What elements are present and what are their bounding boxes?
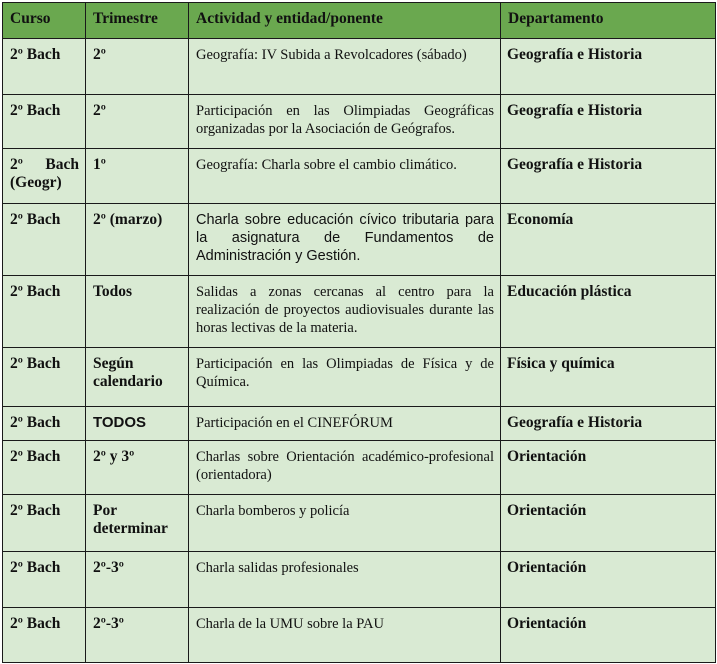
header-row: [3, 3, 716, 39]
cell-curso: 2º Bach: [3, 204, 86, 276]
table-row: [3, 39, 716, 95]
cell-trimestre: 2º (marzo): [86, 204, 189, 276]
header-departamento: Departamento: [501, 3, 716, 39]
cell-actividad: Charla bomberos y policía: [189, 495, 501, 552]
cell-curso: 2º Bach: [3, 495, 86, 552]
table-row: [3, 149, 716, 204]
table-row: [3, 407, 716, 441]
cell-curso: 2º Bach: [3, 276, 86, 348]
cell-trimestre: Según calendario: [86, 348, 189, 407]
cell-departamento: Geografía e Historia: [501, 95, 716, 149]
cell-curso: 2º Bach (Geogr): [3, 149, 86, 204]
cell-actividad: Participación en las Olimpiadas de Física y de Química.: [189, 348, 501, 407]
cell-departamento: Geografía e Historia: [501, 149, 716, 204]
cell-curso: 2º Bach: [3, 608, 86, 663]
cell-trimestre: 1º: [86, 149, 189, 204]
cell-trimestre: 2º y 3º: [86, 441, 189, 495]
table-row: [3, 441, 716, 495]
cell-trimestre: 2º: [86, 39, 189, 95]
cell-trimestre: TODOS: [86, 407, 189, 441]
table-row: [3, 608, 716, 663]
cell-trimestre: 2º: [86, 95, 189, 149]
cell-departamento: Economía: [501, 204, 716, 276]
cell-departamento: Orientación: [501, 552, 716, 608]
cell-actividad: Charla sobre educación cívico tributaria para la asignatura de Fundamentos de Administración y Gestión.: [189, 204, 501, 276]
table-row: [3, 204, 716, 276]
cell-departamento: Orientación: [501, 441, 716, 495]
cell-actividad: Geografía: IV Subida a Revolcadores (sábado): [189, 39, 501, 95]
cell-actividad: Participación en el CINEFÓRUM: [189, 407, 501, 441]
cell-curso: 2º Bach: [3, 441, 86, 495]
cell-curso: 2º Bach: [3, 407, 86, 441]
cell-actividad: Salidas a zonas cercanas al centro para la realización de proyectos audiovisuales durante las horas lectivas de la materia.: [189, 276, 501, 348]
cell-actividad: Charla de la UMU sobre la PAU: [189, 608, 501, 663]
table-row: [3, 276, 716, 348]
cell-departamento: Geografía e Historia: [501, 39, 716, 95]
table-row: [3, 495, 716, 552]
cell-departamento: Física y química: [501, 348, 716, 407]
cell-curso: 2º Bach: [3, 552, 86, 608]
cell-trimestre: 2º-3º: [86, 552, 189, 608]
table-row: [3, 348, 716, 407]
cell-departamento: Orientación: [501, 608, 716, 663]
cell-actividad: Geografía: Charla sobre el cambio climático.: [189, 149, 501, 204]
header-curso: Curso: [3, 3, 86, 39]
cell-trimestre: Todos: [86, 276, 189, 348]
header-trimestre: Trimestre: [86, 3, 189, 39]
activities-table: [2, 2, 716, 663]
cell-trimestre: 2º-3º: [86, 608, 189, 663]
cell-actividad: Charla salidas profesionales: [189, 552, 501, 608]
table-row: [3, 552, 716, 608]
cell-departamento: Orientación: [501, 495, 716, 552]
cell-trimestre: Por determinar: [86, 495, 189, 552]
cell-departamento: Educación plástica: [501, 276, 716, 348]
cell-actividad: Participación en las Olimpiadas Geográficas organizadas por la Asociación de Geógrafos.: [189, 95, 501, 149]
cell-actividad: Charlas sobre Orientación académico-profesional (orientadora): [189, 441, 501, 495]
header-actividad: Actividad y entidad/ponente: [189, 3, 501, 39]
cell-curso: 2º Bach: [3, 348, 86, 407]
cell-curso: 2º Bach: [3, 39, 86, 95]
table-row: [3, 95, 716, 149]
cell-curso: 2º Bach: [3, 95, 86, 149]
cell-departamento: Geografía e Historia: [501, 407, 716, 441]
